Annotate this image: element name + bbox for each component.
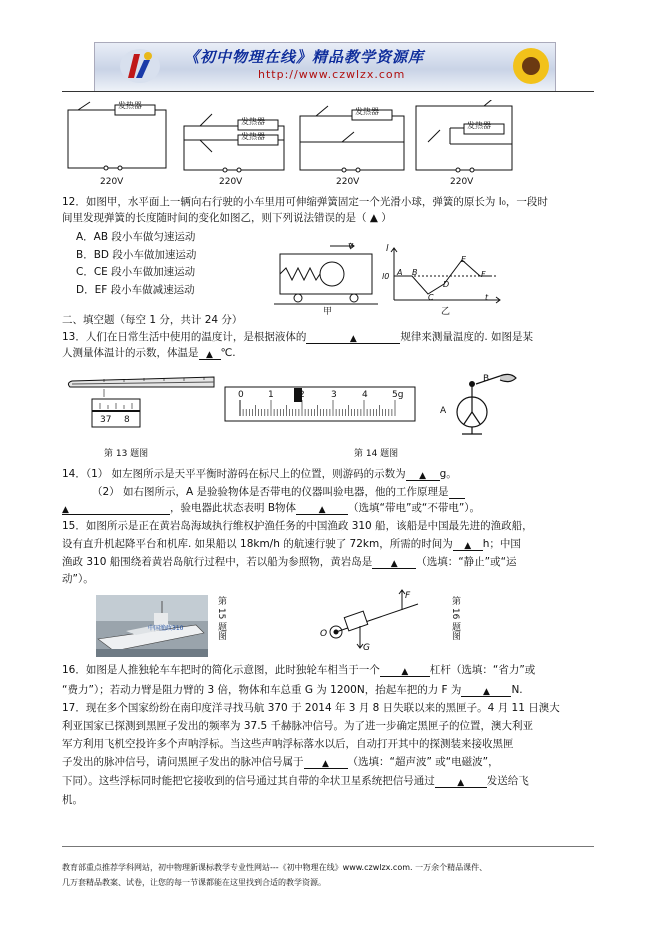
graph-point-c: C [428,293,434,302]
q14-text-e: （选填“带电”或“不带电”）。 [348,502,481,514]
q14-caption: 第 14 题图 [354,449,399,459]
fig-jia-label: 甲 [323,307,333,317]
q14-text-d: ，验电器此状态表明 B物体 [170,502,297,514]
q16-text-b: 杠杆（选填：“省力”或 [429,664,536,676]
heater-label-1: 发热器 [118,101,142,110]
lever-label-o: O [320,629,328,639]
q13-marker-2: ▲ [206,350,213,360]
q14-text-a: 14．（1） 如左图所示是天平平衡时游码在标尺上的位置，则游码的示数为 [62,468,406,480]
q14-marker-2: ▲ [62,505,69,515]
electroscope-label-b: B [483,374,490,384]
voltage-label-3: 220V [336,177,360,187]
cart-figure [272,240,380,308]
q16-marker-1: ▲ [401,667,409,677]
q15-line3 [62,556,517,569]
q17-text-a: 子发出的脉冲信号，请问黑匣子发出的脉冲信号属于 [62,756,304,768]
q14-text-c: （2） 如右图所示，A 是验验物体是否带电的仪器叫验电器，他的工作原理是 [92,486,449,498]
q14-marker-1: ▲ [419,471,427,481]
q14-marker-3: ▲ [318,505,326,515]
q15-blank-2 [372,557,416,569]
circuit-diagrams [60,100,530,185]
ship-hull-text: 中国渔政310 [148,625,184,632]
fig-yi-label: 乙 [441,307,451,317]
q12-option-b: B．BD 段小车做加速运动 [76,249,197,261]
banner-title: 《初中物理在线》精品教学资源库 [184,48,425,66]
q13-text-c: 人测量体温计的示数，体温是 [62,347,199,359]
heater-label-2a: 发热器 [241,117,265,126]
q16-blank-2 [461,685,511,697]
q12-line1: 12．如图甲，水平面上一辆向右行驶的小车里用可伸缩弹簧固定一个光滑小球，弹簧的原长为 l₀，一段时 [62,196,548,208]
balance-scale-figure [224,386,416,426]
q17-text-c: 下同）。这些浮标同时能把它接收到的信号通过其自带的伞状卫星系统把信号通过 [62,775,435,787]
q16-blank-1 [380,665,430,677]
heater-label-3: 发热器 [355,107,379,116]
q12-option-a: A．AB 段小车做匀速运动 [76,231,196,243]
q17-line1: 17．现在多个国家纷纷在南印度洋寻找马航 370 于 2014 年 3 月 8 日失联以来的黑匣子。4 月 11 日澳大 [62,702,560,714]
footer-line2: 几万套精品教案、试卷，让您的每一节课都能在这里找到合适的教学资源。 [62,878,326,887]
electroscope-label-a: A [440,406,447,416]
q14-blank-3 [296,503,348,515]
q13-line2 [62,347,236,360]
q15-marker-2: ▲ [390,559,398,569]
graph-point-e: E [461,255,467,264]
q17-blank-2 [435,776,487,788]
q17-line6: 机。 [62,794,83,806]
graph-point-f: F [481,270,486,279]
q16-caption: 第 16 题图 [450,596,460,641]
thermo-label-37: 37 [100,415,112,425]
q14-blank-2b [62,503,170,515]
q16-text-c: “费力”）；若动力臂是阻力臂的 3 倍，物体和车总重 G 为 1200N，抬起车把的力 F 为 [62,684,462,696]
section-2-title: 二、填空题（每空 1 分，共计 24 分） [62,314,243,326]
q14-line2 [92,486,465,499]
q15-marker-1: ▲ [464,541,472,551]
q12-line2: 间里发现弹簧的长度随时间的变化如图乙，则下列说法错误的是（ ▲ ） [62,212,392,224]
lever-label-f: F [405,591,411,601]
ruler-num-4: 4 [362,390,368,400]
q15-blank-1 [453,539,483,551]
q16-text-d: N. [511,684,523,696]
q15-text-b: h；中国 [482,538,521,550]
graph-axis-l: l [386,244,389,254]
q16-line1 [62,664,535,677]
q17-blank-1 [304,757,348,769]
header-rule [62,91,594,92]
q17-marker-2: ▲ [457,778,465,788]
graph-point-a: A [397,268,403,277]
q13-text-b: 规律来测量温度的. 如图是某 [400,331,534,343]
q13-blank-1 [306,332,400,344]
velocity-label: v [348,241,354,251]
graph-point-b: B [412,268,418,277]
graph-l0: l0 [382,272,390,281]
ruler-num-1: 1 [268,390,274,400]
voltage-label-4: 220V [450,177,474,187]
q15-text-a: 设有直升机起降平台和机库. 如果船以 18km/h 的航速行驶了 72km，所需的时间为 [62,538,453,550]
q17-line2: 利亚国家已探测到黑匣子发出的频率为 37.5 千赫脉冲信号。为了进一步确定黑匣子的位置，澳大利亚 [62,720,534,732]
q15-text-c: 渔政 310 船围绕着黄岩岛航行过程中，若以船为参照物，黄岩岛是 [62,556,373,568]
voltage-label-1: 220V [100,177,124,187]
ruler-num-5: 5g [392,390,404,400]
q17-text-b: （选填：“超声波” 或“电磁波”， [347,756,499,768]
q14-blank-1 [406,469,440,481]
q14-line3 [62,502,480,515]
ruler-num-3: 3 [331,390,337,400]
banner-url: http://www.czwlzx.com [258,68,406,81]
footer-rule [62,846,594,847]
graph-axis-t: t [485,293,489,302]
logo-icon [118,46,162,86]
q12-option-d: D．EF 段小车做减速运动 [76,284,195,296]
q13-text-a: 13．人们在日常生活中使用的温度计，是根据液体的 [62,331,307,343]
q17-text-d: 发送给飞 [486,775,529,787]
q17-line4 [62,756,499,769]
q17-marker-1: ▲ [322,759,329,769]
q14-text-b: g。 [439,468,457,480]
q13-text-d: ℃. [220,347,236,359]
q12-option-c: C．CE 段小车做加速运动 [76,266,196,278]
thermo-label-8: 8 [124,415,130,425]
q13-caption: 第 13 题图 [104,449,149,459]
q13-blank-2 [199,348,221,360]
q15-text-d: （选填：“静止”或“运 [416,556,517,568]
thermometer-figure [64,371,220,431]
q17-line3: 军方利用飞机空投许多个声呐浮标。当这些声呐浮标落水以后，自动打开其中的探测装来接收黑匣 [62,738,514,750]
heater-label-4: 发热器 [467,121,491,130]
q15-caption: 第 15 题图 [216,596,226,641]
footer-line1: 教育部重点推荐学科网站，初中物理新课标教学专业性网站---《初中物理在线》www.czwlzx.com. 一万余个精品课件、 [62,863,488,872]
q14-blank-2a [449,487,465,499]
q16-line2 [62,684,523,697]
voltage-label-2: 220V [219,177,243,187]
q15-line4: 动”）。 [62,573,94,585]
q13-marker-1: ▲ [349,334,357,344]
sunflower-icon [508,43,554,89]
graph-point-d: D [443,280,450,289]
ruler-num-2: 2 [299,390,305,400]
q15-line1: 15．如图所示是正在黄岩岛海域执行维权护渔任务的中国渔政 310 船，该船是中国最先进的渔政船， [62,520,533,532]
q16-marker-2: ▲ [482,687,490,697]
q13-line1 [62,331,533,344]
ruler-num-0: 0 [238,390,244,400]
q16-text-a: 16．如图是人推独轮车车把时的简化示意图，此时独轮车相当于一个 [62,664,380,676]
q17-line5 [62,775,529,788]
q15-line2 [62,538,521,551]
heater-label-2b: 发热器 [241,132,265,141]
q14-line1 [62,468,457,481]
lever-label-g: G [363,643,370,653]
